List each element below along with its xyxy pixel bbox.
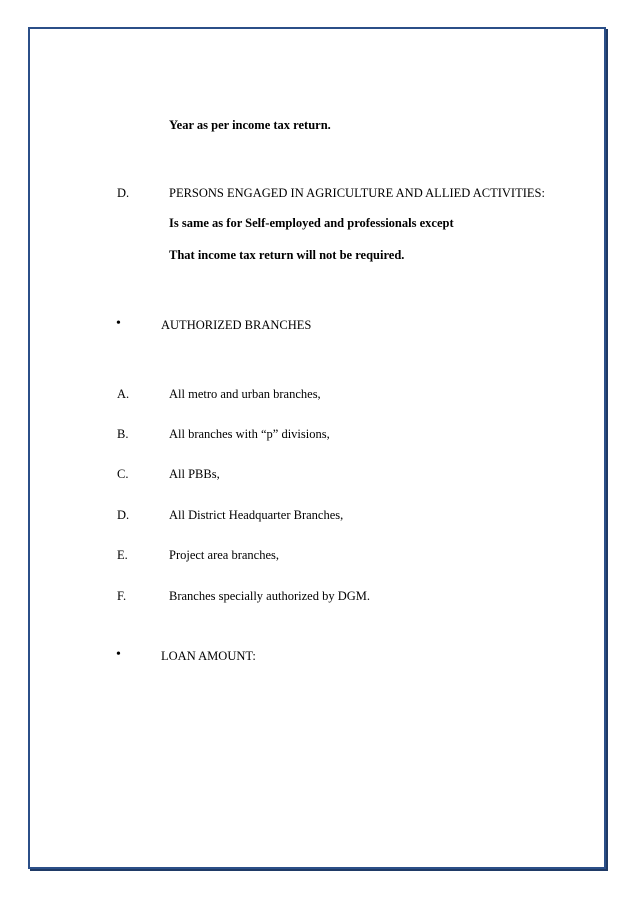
intro-text: Year as per income tax return. [169, 118, 331, 132]
branch-item-b-marker: B. [117, 427, 129, 441]
branch-item-f-text: Branches specially authorized by DGM. [169, 589, 370, 603]
branch-item-a-text: All metro and urban branches, [169, 387, 321, 401]
branch-item-f-marker: F. [117, 589, 127, 603]
section-d-line-1: Is same as for Self-employed and professionals except [169, 216, 454, 230]
authorized-branches-bullet: • [116, 316, 121, 331]
branch-item-b-text: All branches with “p” divisions, [169, 427, 330, 441]
page-border [28, 27, 606, 869]
authorized-branches-heading: AUTHORIZED BRANCHES [161, 318, 312, 332]
section-d-heading: PERSONS ENGAGED IN AGRICULTURE AND ALLIED ACTIVITIES: [169, 186, 545, 200]
branch-item-e-text: Project area branches, [169, 548, 280, 562]
branch-item-d-marker: D. [117, 508, 130, 522]
branch-item-d-text: All District Headquarter Branches, [169, 508, 344, 522]
section-d-line-2: That income tax return will not be required. [169, 248, 405, 262]
loan-amount-bullet: • [116, 647, 121, 662]
branch-item-a-marker: A. [117, 387, 130, 401]
branch-item-c-text: All PBBs, [169, 467, 220, 481]
branch-item-e-marker: E. [117, 548, 128, 562]
section-d-marker: D. [117, 186, 130, 200]
loan-amount-heading: LOAN AMOUNT: [161, 649, 256, 663]
branch-item-c-marker: C. [117, 467, 129, 481]
